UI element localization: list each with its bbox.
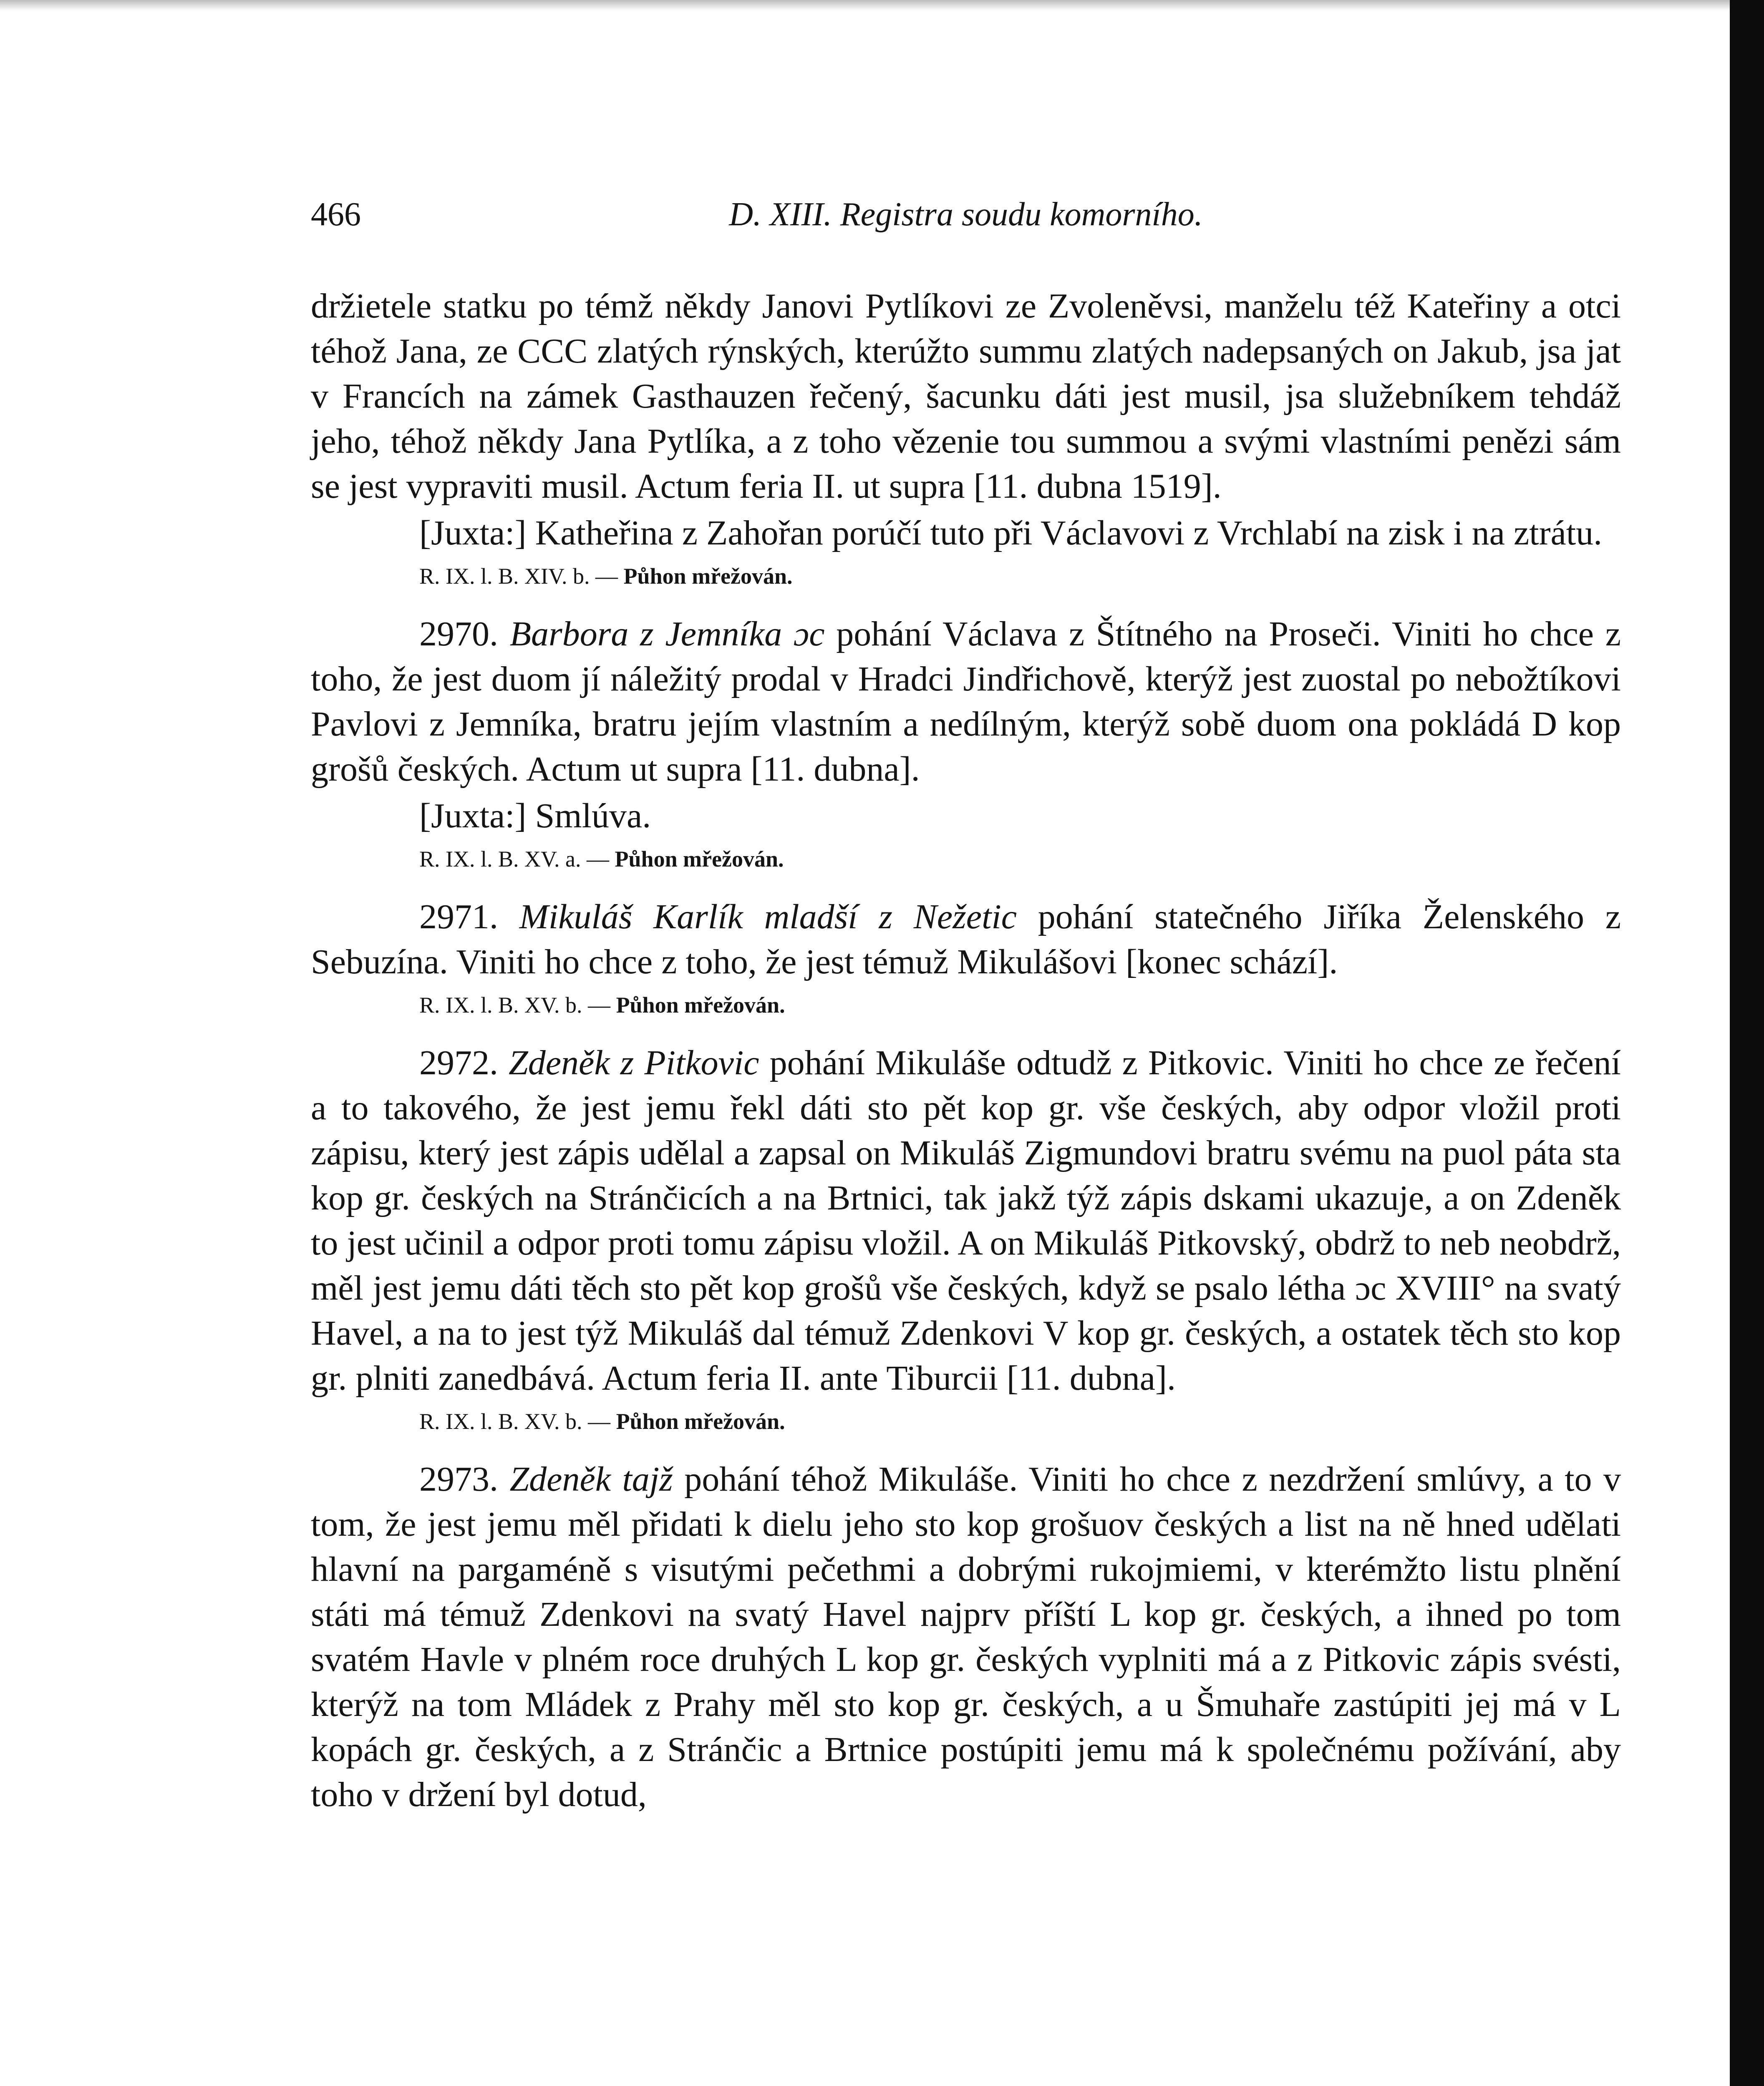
signature-ref: R. IX. l. B. XV. a. — [419,846,610,872]
entry-party: Zdeněk z Pitkovic [509,1043,759,1082]
page-title [311,192,1621,237]
signature-note: Půhon mřežován. [615,846,784,872]
entry-number: 2973. [419,1460,498,1499]
signature-note: Půhon mřežován. [616,1409,785,1434]
entry-2970 [311,612,1621,792]
running-head [311,192,1621,238]
signature-note: Půhon mřežován. [616,993,785,1018]
signature-ref: R. IX. l. B. XIV. b. — [419,564,618,589]
intro-paragraph: držietele statku po témž někdy Janovi Pytlíkovi ze Zvoleněvsi, manželu též Kateřiny a otci téhož Jana, ze CCC zlatých rýnských, kterúžto summu zlatých nadepsaných on Jakub, jsa jat v Francích na zámek Gasthauzen řečený, šacunku dáti jest musil, jsa služebníkem tehdáž jeho, téhož někdy Jana Pytlíka, a z toho vězenie tou summou a svými vlastními penězi sám se jest vypraviti musil. Actum feria II. ut supra [11. dubna 1519]. [311,287,1621,506]
entry-2973 [311,1457,1621,1817]
intro-juxta: [Juxta:] Katheřina z Zahořan porúčí tuto při Václavovi z Vrchlabí na zisk i na ztrátu. [419,514,1603,552]
entry-text: pohání téhož Mikuláše. Viniti ho chce z nezdržení smlúvy, a to v tom, že jest jemu měl přidati k dielu jeho sto kop grošuov českých a list na ně hned udělati hlavní na pargaméně s visutými pečethmi a dobrými rukojmiemi, v kterémžto listu plnění státi má témuž Zdenkovi na svatý Havel najprv příští L kop gr. českých, a ihned po tom svatém Havle v plném roce druhých L kop gr. českých vyplniti má a z Pitkovic zápis svésti, kterýž na tom Mládek z Prahy měl sto kop gr. českých, a u Šmuhaře zastúpiti jej má v L kopách gr. českých, a z Stránčic a Brtnice postúpiti jemu má k společnému požívání, aby toho v držení byl dotud, [311,1460,1621,1814]
signature-ref: R. IX. l. B. XV. b. — [419,993,611,1018]
title-text: Registra soudu komorního. [840,196,1203,233]
entry-signature [311,986,1621,1024]
scan-border-right [1730,0,1764,2086]
title-prefix: D. XIII. [729,196,832,233]
entry-2971 [311,894,1621,985]
entry-number: 2971. [419,897,498,936]
entry-party: Zdeněk tajž [509,1460,673,1499]
signature-note: Půhon mřežován. [623,564,793,589]
entry-2972 [311,1040,1621,1401]
entry-juxta: [Juxta:] Smlúva. [419,796,651,835]
book-page [311,192,1621,1817]
entry-number: 2970. [419,615,498,653]
intro-signature [311,557,1621,595]
page-number: 466 [311,196,361,233]
entry-number: 2972. [419,1043,498,1082]
entry-party: Mikuláš Karlík mladší z Nežetic [519,897,1017,936]
entry-text: pohání Václava z Štítného na Proseči. Viniti ho chce z toho, že jest duom jí náležitý prodal v Hradci Jindřichově, kterýž jest zuostal po nebožtíkovi Pavlovi z Jemníka, bratru jejím vlastním a nedílným, kterýž sobě duom ona pokládá D kop grošů českých. Actum ut supra [11. dubna]. [311,615,1621,789]
entry-text: pohání statečného Jiříka Želenského z Sebuzína. Viniti ho chce z toho, že jest témuž Mikulášovi [konec schází]. [311,897,1621,981]
entry-text: pohání Mikuláše odtudž z Pitkovic. Viniti ho chce ze řečení a to takového, že jest jemu řekl dáti sto pět kop gr. vše českých, aby odpor vložil proti zápisu, který jest zápis udělal a zapsal on Mikuláš Zigmundovi bratru svému na puol páta sta kop gr. českých na Stránčicích a na Brtnici, tak jakž týž zápis dskami ukazuje, a on Zdeněk to jest učinil a odpor proti tomu zápisu vložil. A on Mikuláš Pitkovský, obdrž to neb neobdrž, měl jest jemu dáti těch sto pět kop grošů vše českých, když se psalo létha ɔc XVIII° na svatý Havel, a na to jest týž Mikuláš dal témuž Zdenkovi V kop gr. českých, a ostatek těch sto kop gr. plniti zanedbává. Actum feria II. ante Tiburcii [11. dubna]. [311,1043,1621,1398]
signature-ref: R. IX. l. B. XV. b. — [419,1409,611,1434]
entry-signature [311,1403,1621,1440]
entry-signature [311,840,1621,878]
entry-party: Barbora z Jemníka ɔc [509,615,825,653]
scan-shadow-top [0,0,1764,11]
